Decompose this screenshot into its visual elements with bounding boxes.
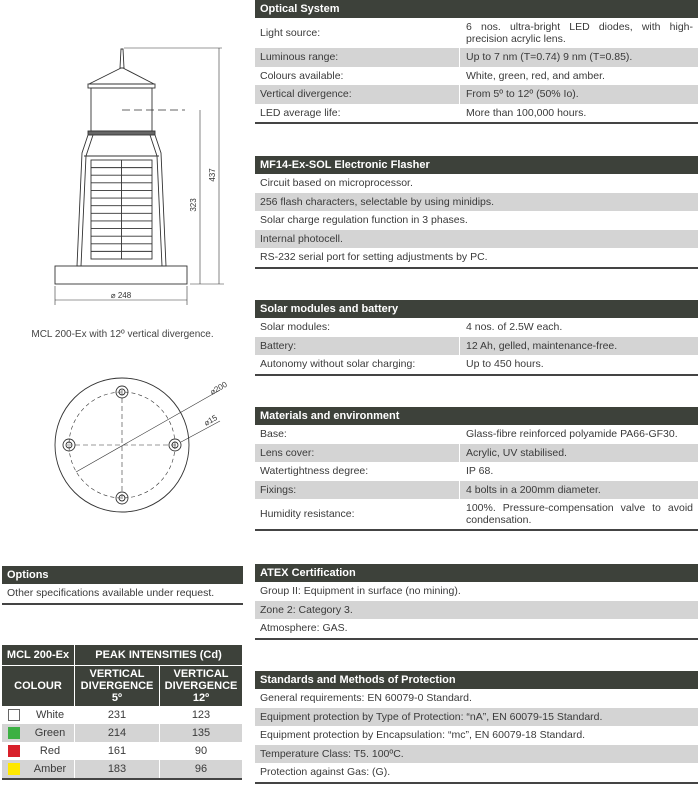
row-value: More than 100,000 hours. [459, 104, 698, 123]
row-label: Luminous range: [260, 51, 339, 64]
table-row [255, 104, 698, 123]
standards-header: Standards and Methods of Protection [255, 671, 698, 689]
table-row [2, 724, 242, 742]
colour-name: Red [39, 744, 61, 757]
value-5: 183 [75, 760, 160, 779]
flasher-header: MF14-Ex-SOL Electronic Flasher [255, 156, 698, 174]
solar-battery-header: Solar modules and battery [255, 300, 698, 318]
row-value: IP 68. [459, 462, 698, 481]
row-value: Acrylic, UV stabilised. [459, 444, 698, 463]
table-row [255, 18, 698, 48]
table-row [255, 425, 698, 444]
peak-intensities-header: PEAK INTENSITIES (Cd) [75, 645, 243, 666]
row-label: Colours available: [260, 69, 344, 82]
standards-table [255, 671, 698, 784]
solar-battery-table [255, 300, 698, 376]
table-row [2, 760, 242, 779]
row-label: Light source: [260, 27, 321, 39]
atex-table [255, 564, 698, 640]
divergence-12-header [160, 666, 243, 707]
row-value: 100%. Pressure-compensation valve to avoid condensation. [459, 499, 698, 529]
table-row [255, 462, 698, 481]
base-diameter-dimension: ⌀ 248 [110, 291, 132, 300]
row-value: White, green, red, and amber. [459, 67, 698, 86]
row-value: Up to 450 hours. [459, 355, 698, 374]
materials-table [255, 407, 698, 531]
amber-swatch-icon [8, 763, 20, 775]
options-text: Other specifications available under request. [7, 587, 215, 600]
table-row [255, 337, 698, 356]
options-header: Options [2, 566, 243, 584]
atex-header: ATEX Certification [255, 564, 698, 582]
row-label: Autonomy without solar charging: [260, 358, 416, 371]
base-plan-drawing [40, 365, 240, 535]
table-row [255, 444, 698, 463]
row-label: Solar modules: [260, 321, 331, 334]
white-swatch-icon [8, 709, 20, 721]
table-row [255, 85, 698, 104]
table-row: Solar charge regulation function in 3 phases. [260, 214, 468, 227]
table-row: 256 flash characters, selectable by using minidips. [255, 193, 698, 212]
table-row [255, 481, 698, 500]
peak-intensities-table [2, 645, 242, 780]
value-5: 214 [75, 724, 160, 742]
header-line: 12º [192, 692, 210, 704]
row-value: 4 nos. of 2.5W each. [459, 318, 698, 337]
row-label: Fixings: [260, 483, 297, 496]
lens-height-dimension: 323 [189, 198, 198, 212]
value-12: 135 [160, 724, 243, 742]
table-row [2, 706, 242, 724]
table-row: RS-232 serial port for setting adjustments by PC. [260, 251, 488, 264]
value-12: 96 [160, 760, 243, 779]
row-label: Lens cover: [260, 446, 315, 459]
row-label: Vertical divergence: [260, 88, 352, 101]
table-row: Zone 2: Category 3. [255, 601, 698, 620]
table-row: Atmosphere: GAS. [260, 622, 348, 635]
bolt-circle-dimension: ⌀200 [208, 379, 229, 397]
model-header: MCL 200-Ex [2, 645, 75, 666]
header-line: DIVERGENCE [164, 680, 238, 692]
lantern-elevation-drawing [0, 0, 250, 320]
value-5: 231 [75, 706, 160, 724]
table-row [255, 499, 698, 529]
table-row: Protection against Gas: (G). [260, 766, 391, 779]
table-row: Temperature Class: T5. 100ºC. [255, 745, 698, 764]
row-value: Glass-fibre reinforced polyamide PA66-GF30. [459, 425, 698, 444]
table-row [255, 355, 698, 374]
colour-cell [2, 724, 75, 742]
green-swatch-icon [8, 727, 20, 739]
red-swatch-icon [8, 745, 20, 757]
colour-name: Amber [33, 762, 67, 775]
materials-header: Materials and environment [255, 407, 698, 425]
optical-system-table [255, 0, 698, 124]
optical-system-header: Optical System [255, 0, 698, 18]
table-row [255, 318, 698, 337]
row-value: Up to 7 nm (T=0.74) 9 nm (T=0.85). [459, 48, 698, 67]
row-label: Battery: [260, 339, 297, 352]
row-label: Base: [260, 428, 287, 441]
table-row [255, 67, 698, 86]
header-line: DIVERGENCE [80, 680, 154, 692]
row-value: 6 nos. ultra-bright LED diodes, with high-precision acrylic lens. [459, 18, 698, 48]
flasher-table [255, 156, 698, 269]
row-value: From 5º to 12º (50% Io). [459, 85, 698, 104]
divergence-5-header [75, 666, 160, 707]
value-12: 123 [191, 709, 211, 721]
options-table [2, 566, 243, 605]
drawing-caption: MCL 200-Ex with 12º vertical divergence. [31, 329, 214, 340]
table-row: Internal photocell. [255, 230, 698, 249]
colour-cell [2, 760, 75, 779]
table-row: Equipment protection by Type of Protection: “nA”, EN 60079-15 Standard. [255, 708, 698, 727]
table-row [2, 742, 242, 760]
table-row: Group II: Equipment in surface (no mining). [260, 585, 461, 598]
value-5: 161 [75, 742, 160, 760]
row-value: 12 Ah, gelled, maintenance-free. [459, 337, 698, 356]
overall-height-dimension: 437 [208, 168, 217, 182]
header-line: VERTICAL [89, 668, 145, 680]
header-line: VERTICAL [173, 668, 229, 680]
table-row: Circuit based on microprocessor. [260, 177, 413, 190]
row-label: LED average life: [260, 106, 341, 119]
colour-name: White [35, 708, 65, 721]
header-line: 5º [111, 692, 123, 704]
table-row: General requirements: EN 60079-0 Standard. [260, 692, 472, 705]
row-label: Humidity resistance: [260, 508, 355, 520]
colour-cell [2, 706, 75, 724]
value-12: 90 [194, 745, 208, 757]
colour-header: COLOUR [2, 666, 75, 707]
colour-name: Green [34, 726, 66, 739]
row-value: 4 bolts in a 200mm diameter. [459, 481, 698, 500]
row-label: Watertightness degree: [260, 465, 369, 478]
table-row [255, 48, 698, 67]
table-row: Equipment protection by Encapsulation: “mc”, EN 60079-18 Standard. [260, 729, 586, 742]
bolt-hole-dimension: ⌀15 [202, 413, 219, 428]
colour-cell [2, 742, 75, 760]
